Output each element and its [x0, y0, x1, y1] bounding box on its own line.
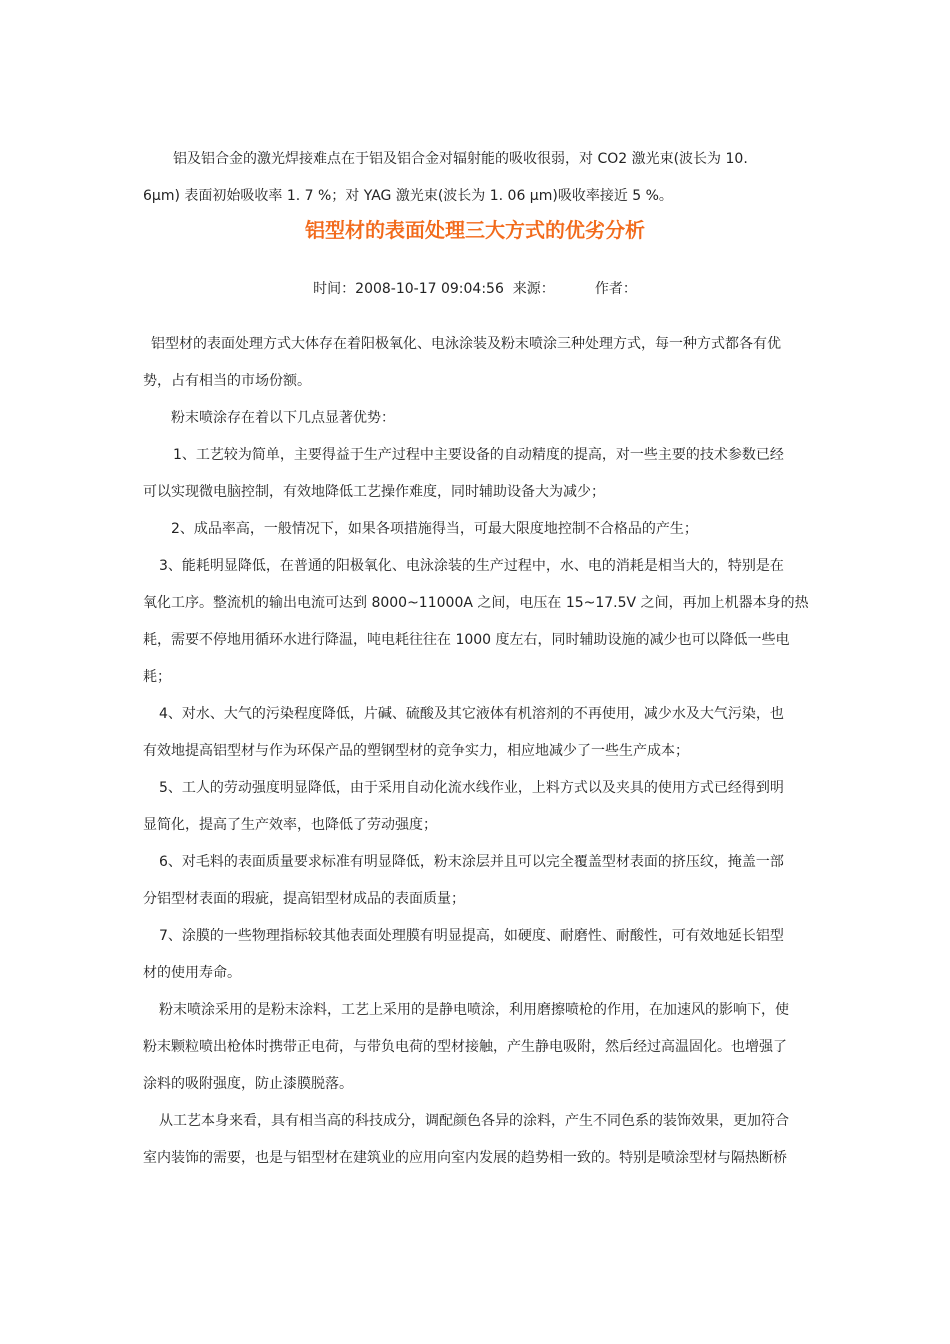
body-paragraph — [143, 548, 808, 696]
body-paragraph — [143, 918, 808, 992]
text-line: 铝及铝合金的激光焊接难点在于铝及铝合金对辐射能的吸收很弱，对 CO2 激光束(波长为 10. — [173, 151, 748, 167]
text-line: 势，占有相当的市场份额。 — [143, 373, 311, 389]
text-line: 粉末颗粒喷出枪体时携带正电荷，与带负电荷的型材接触，产生静电吸附，然后经过高温固化。也增强了 — [143, 1039, 787, 1055]
body-paragraph — [143, 511, 808, 548]
text-line: 显简化，提高了生产效率，也降低了劳动强度； — [143, 817, 437, 833]
body-paragraph — [143, 1103, 808, 1177]
time-value: 2008-10-17 09:04:56 — [355, 281, 504, 297]
intro-paragraph — [143, 141, 808, 215]
body-paragraph — [143, 770, 808, 844]
text-line: 从工艺本身来看，具有相当高的科技成分，调配颜色各异的涂料，产生不同色系的装饰效果，更加符合 — [159, 1113, 789, 1129]
body-paragraph — [143, 992, 808, 1103]
text-line: 粉末喷涂采用的是粉末涂料，工艺上采用的是静电喷涂，利用磨擦喷枪的作用，在加速风的影响下，使 — [159, 1002, 789, 1018]
text-line: 5、工人的劳动强度明显降低，由于采用自动化流水线作业，上料方式以及夹具的使用方式已经得到明 — [159, 780, 784, 796]
text-line: 氧化工序。整流机的输出电流可达到 8000~11000A 之间，电压在 15~17.5V 之间，再加上机器本身的热 — [143, 595, 809, 611]
author-label: 作者： — [594, 281, 637, 297]
article-meta — [0, 276, 950, 302]
article-title: 铝型材的表面处理三大方式的优劣分析 — [305, 218, 645, 242]
body-paragraph — [143, 400, 808, 437]
time-label: 时间： — [313, 281, 356, 297]
text-line: 材的使用寿命。 — [143, 965, 241, 981]
text-line: 1、工艺较为简单，主要得益于生产过程中主要设备的自动精度的提高，对一些主要的技术参数已经 — [173, 447, 784, 463]
text-line: 耗； — [143, 669, 171, 685]
body-paragraph — [143, 326, 808, 400]
text-line: 6、对毛料的表面质量要求标准有明显降低，粉末涂层并且可以完全覆盖型材表面的挤压纹，掩盖一部 — [159, 854, 784, 870]
text-line: 涂料的吸附强度，防止漆膜脱落。 — [143, 1076, 353, 1092]
text-line: 4、对水、大气的污染程度降低，片碱、硫酸及其它液体有机溶剂的不再使用，减少水及大气污染，也 — [159, 706, 784, 722]
text-line: 3、能耗明显降低，在普通的阳极氧化、电泳涂装的生产过程中，水、电的消耗是相当大的，特别是在 — [159, 558, 784, 574]
text-line: 6μm) 表面初始吸收率 1. 7 %；对 YAG 激光束(波长为 1. 06 μm)吸收率接近 5 %。 — [143, 188, 673, 204]
text-line: 粉末喷涂存在着以下几点显著优势： — [171, 410, 395, 426]
text-line: 分铝型材表面的瑕疵，提高铝型材成品的表面质量； — [143, 891, 465, 907]
body-paragraph — [143, 696, 808, 770]
text-line: 可以实现微电脑控制，有效地降低工艺操作难度，同时辅助设备大为减少； — [143, 484, 605, 500]
text-line: 铝型材的表面处理方式大体存在着阳极氧化、电泳涂装及粉末喷涂三种处理方式，每一种方式都各有优 — [151, 336, 781, 352]
text-line: 耗，需要不停地用循环水进行降温，吨电耗往往在 1000 度左右，同时辅助设施的减少也可以降低一些电 — [143, 632, 790, 648]
body-paragraph — [143, 437, 808, 511]
text-line: 2、成品率高，一般情况下，如果各项措施得当，可最大限度地控制不合格品的产生； — [171, 521, 698, 537]
body-paragraph — [143, 844, 808, 918]
text-line: 有效地提高铝型材与作为环保产品的塑钢型材的竞争实力，相应地减少了一些生产成本； — [143, 743, 689, 759]
text-line: 7、涂膜的一些物理指标较其他表面处理膜有明显提高，如硬度、耐磨性、耐酸性，可有效地延长铝型 — [159, 928, 784, 944]
source-label: 来源： — [512, 281, 555, 297]
text-line: 室内装饰的需要，也是与铝型材在建筑业的应用向室内发展的趋势相一致的。特别是喷涂型材与隔热断桥 — [143, 1150, 787, 1166]
